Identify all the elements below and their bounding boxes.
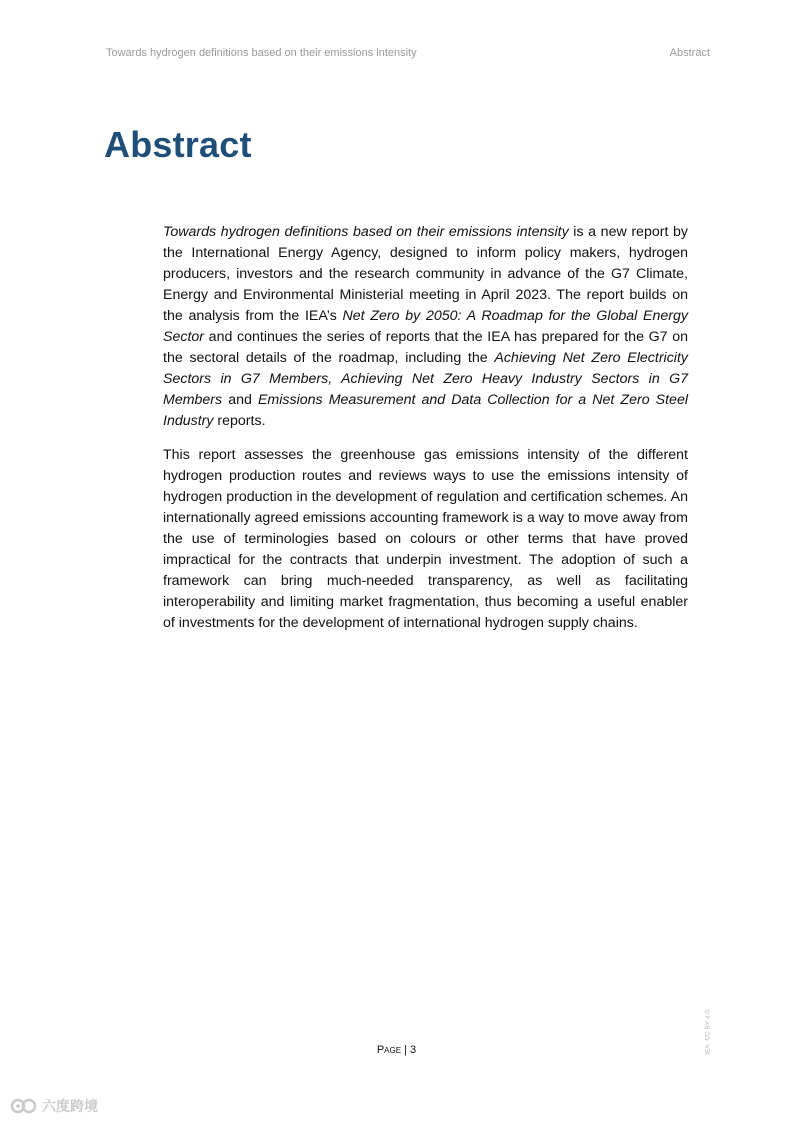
paragraph-text: and — [222, 392, 258, 408]
page-label: Page — [376, 1044, 402, 1056]
running-header-section: Abstract — [669, 47, 710, 59]
paragraph-text: is a new report by the International Energy Agency, designed to inform policy makers, hydrogen producers, investors and the research community in advance of the G7 Climate, Energy and Environmental Ministerial meeting in April 2023. The report builds on the analysis from the IEA’s — [163, 224, 688, 324]
abstract-paragraph-1 — [163, 222, 688, 432]
page-number — [0, 1044, 793, 1056]
paragraph-text: reports. — [213, 413, 266, 429]
paragraph-text: and continues the series of reports that the IEA has prepared for the G7 on the sectoral details of the roadmap, including the — [163, 329, 688, 366]
watermark — [10, 1096, 98, 1116]
page-separator: | — [401, 1044, 411, 1056]
running-header-title: Towards hydrogen definitions based on their emissions intensity — [106, 47, 417, 59]
page-number-value: 3 — [410, 1044, 417, 1056]
license-note: IEA. CC BY 4.0. — [704, 1008, 712, 1055]
watermark-text: 六度跨境 — [42, 1098, 98, 1114]
page-title: Abstract — [104, 124, 252, 165]
abstract-body — [163, 222, 688, 647]
steel-report-italic: Emissions Measurement and Data Collection for a Net Zero Steel Industry — [163, 392, 688, 429]
report-title-italic: Towards hydrogen definitions based on their emissions intensity — [163, 224, 569, 240]
g7-reports-italic: Achieving Net Zero Electricity Sectors in G7 Members, Achieving Net Zero Heavy Industry Sectors in G7 Members — [163, 350, 688, 408]
watermark-logo-icon — [10, 1097, 38, 1115]
roadmap-title-italic: Net Zero by 2050: A Roadmap for the Global Energy Sector — [163, 308, 688, 345]
abstract-paragraph-2: This report assesses the greenhouse gas emissions intensity of the different hydrogen production routes and reviews ways to use the emissions intensity of hydrogen production in the development of regulation and certification schemes. An internationally agreed emissions accounting framework is a way to move away from the use of terminologies based on colours or other terms that have proved impractical for the contracts that underpin investment. The adoption of such a framework can bring much-needed transparency, as well as facilitating interoperability and limiting market fragmentation, thus becoming a useful enabler of investments for the development of international hydrogen supply chains. — [163, 447, 688, 631]
